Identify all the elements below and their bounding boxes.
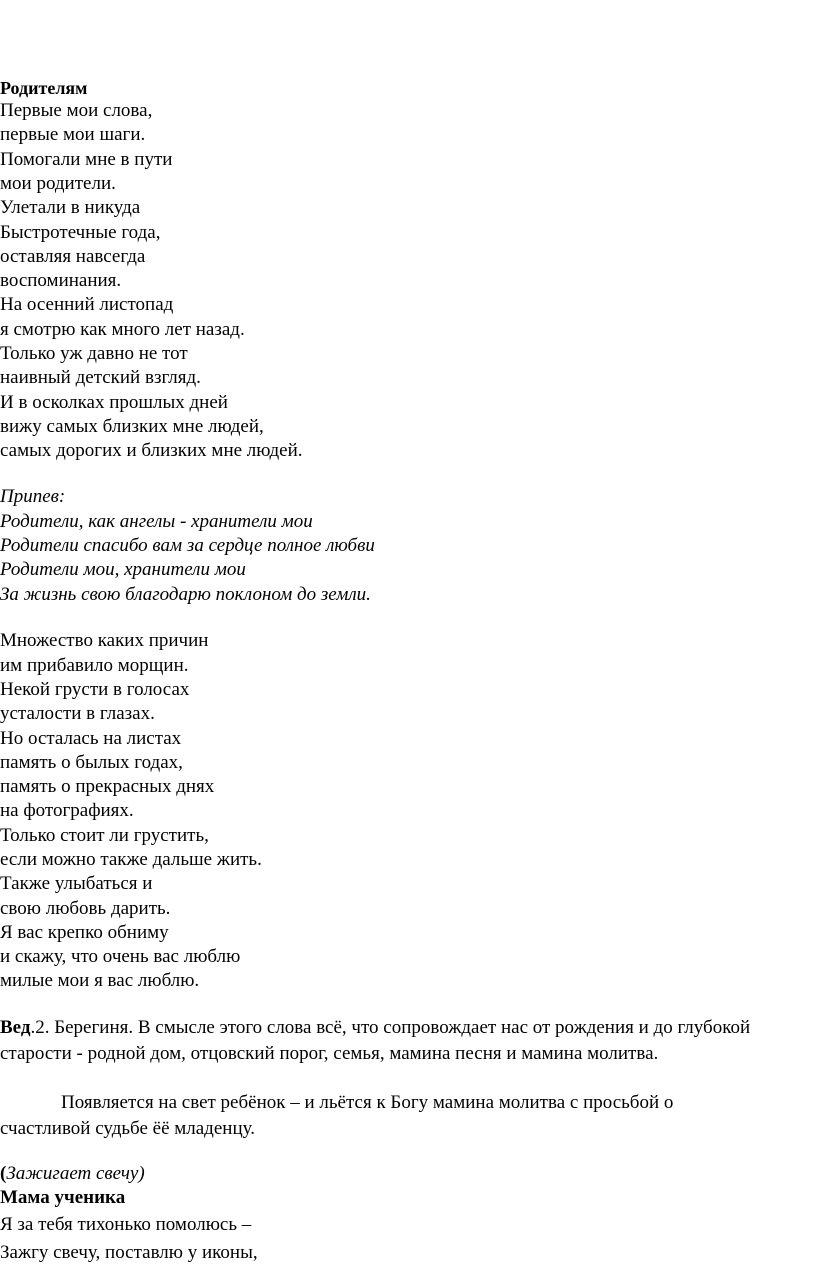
chorus-line: Родители мои, хранители мои: [0, 559, 246, 580]
stage-direction-paren: (: [0, 1163, 7, 1184]
stage-direction-text: Зажигает свечу): [6, 1163, 145, 1184]
chorus-label: Припев:: [0, 486, 66, 507]
verse-line: память о прекрасных днях: [0, 776, 215, 797]
verse-line: Я вас крепко обниму: [0, 922, 169, 943]
verse-line: Некой грусти в голосах: [0, 679, 190, 700]
verse-line: на фотографиях.: [0, 800, 134, 821]
mother-line: Зажгу свечу, поставлю у иконы,: [0, 1242, 258, 1263]
verse-line: Первые мои слова,: [0, 100, 153, 121]
verse-line: Быстротечные года,: [0, 222, 161, 243]
verse-line: Также улыбаться и: [0, 873, 153, 894]
verse-line: И в осколках прошлых дней: [0, 392, 228, 413]
verse-line: мои родители.: [0, 173, 116, 194]
chorus-line: Родители спасибо вам за сердце полное любви: [0, 535, 375, 556]
verse-line: вижу самых близких мне людей,: [0, 416, 264, 437]
chorus-line: Родители, как ангелы - хранители мои: [0, 511, 313, 532]
verse-line: Только уж давно не тот: [0, 343, 188, 364]
verse-line: если можно также дальше жить.: [0, 849, 262, 870]
verse-line: наивный детский взгляд.: [0, 367, 201, 388]
narration-paragraph-2: Появляется на свет ребёнок – и льётся к Богу мамина молитва с просьбой о счастливой судьбе ёё младенцу.: [0, 1092, 674, 1139]
chorus-line: За жизнь свою благодарю поклоном до земли.: [0, 584, 371, 605]
verse-line: свою любовь дарить.: [0, 898, 171, 919]
verse-line: Только стоит ли грустить,: [0, 825, 209, 846]
verse-line: им прибавило морщин.: [0, 655, 189, 676]
verse-line: Улетали в никуда: [0, 197, 141, 218]
verse-line: и скажу, что очень вас люблю: [0, 946, 241, 967]
verse-line: оставляя навсегда: [0, 246, 146, 267]
verse-line: Множество каких причин: [0, 630, 209, 651]
verse-line: Помогали мне в пути: [0, 149, 173, 170]
mother-heading: Мама ученика: [0, 1187, 126, 1208]
verse-line: милые мои я вас люблю.: [0, 970, 200, 991]
song-title: Родителям: [0, 78, 88, 98]
verse-line: усталости в глазах.: [0, 703, 155, 724]
narration-paragraph: [0, 1015, 766, 1067]
verse-line: Но осталась на листах: [0, 728, 182, 749]
narration-text: .2. Берегиня. В смысле этого слова всё, что сопровождает нас от рождения и до глубокой старости - родной дом, отцовский порог, семья, мамина песня и мамина молитва.: [0, 1017, 751, 1064]
verse-line: память о былых годах,: [0, 752, 183, 773]
verse-line: самых дорогих и близких мне людей.: [0, 440, 303, 461]
verse-line: воспоминания.: [0, 270, 122, 291]
verse-line: я смотрю как много лет назад.: [0, 319, 245, 340]
stage-direction: [0, 1162, 145, 1186]
verse-line: первые мои шаги.: [0, 124, 146, 145]
verse-line: На осенний листопад: [0, 294, 174, 315]
narrator-speaker: Вед: [0, 1017, 31, 1038]
mother-line: Я за тебя тихонько помолюсь –: [0, 1214, 252, 1235]
